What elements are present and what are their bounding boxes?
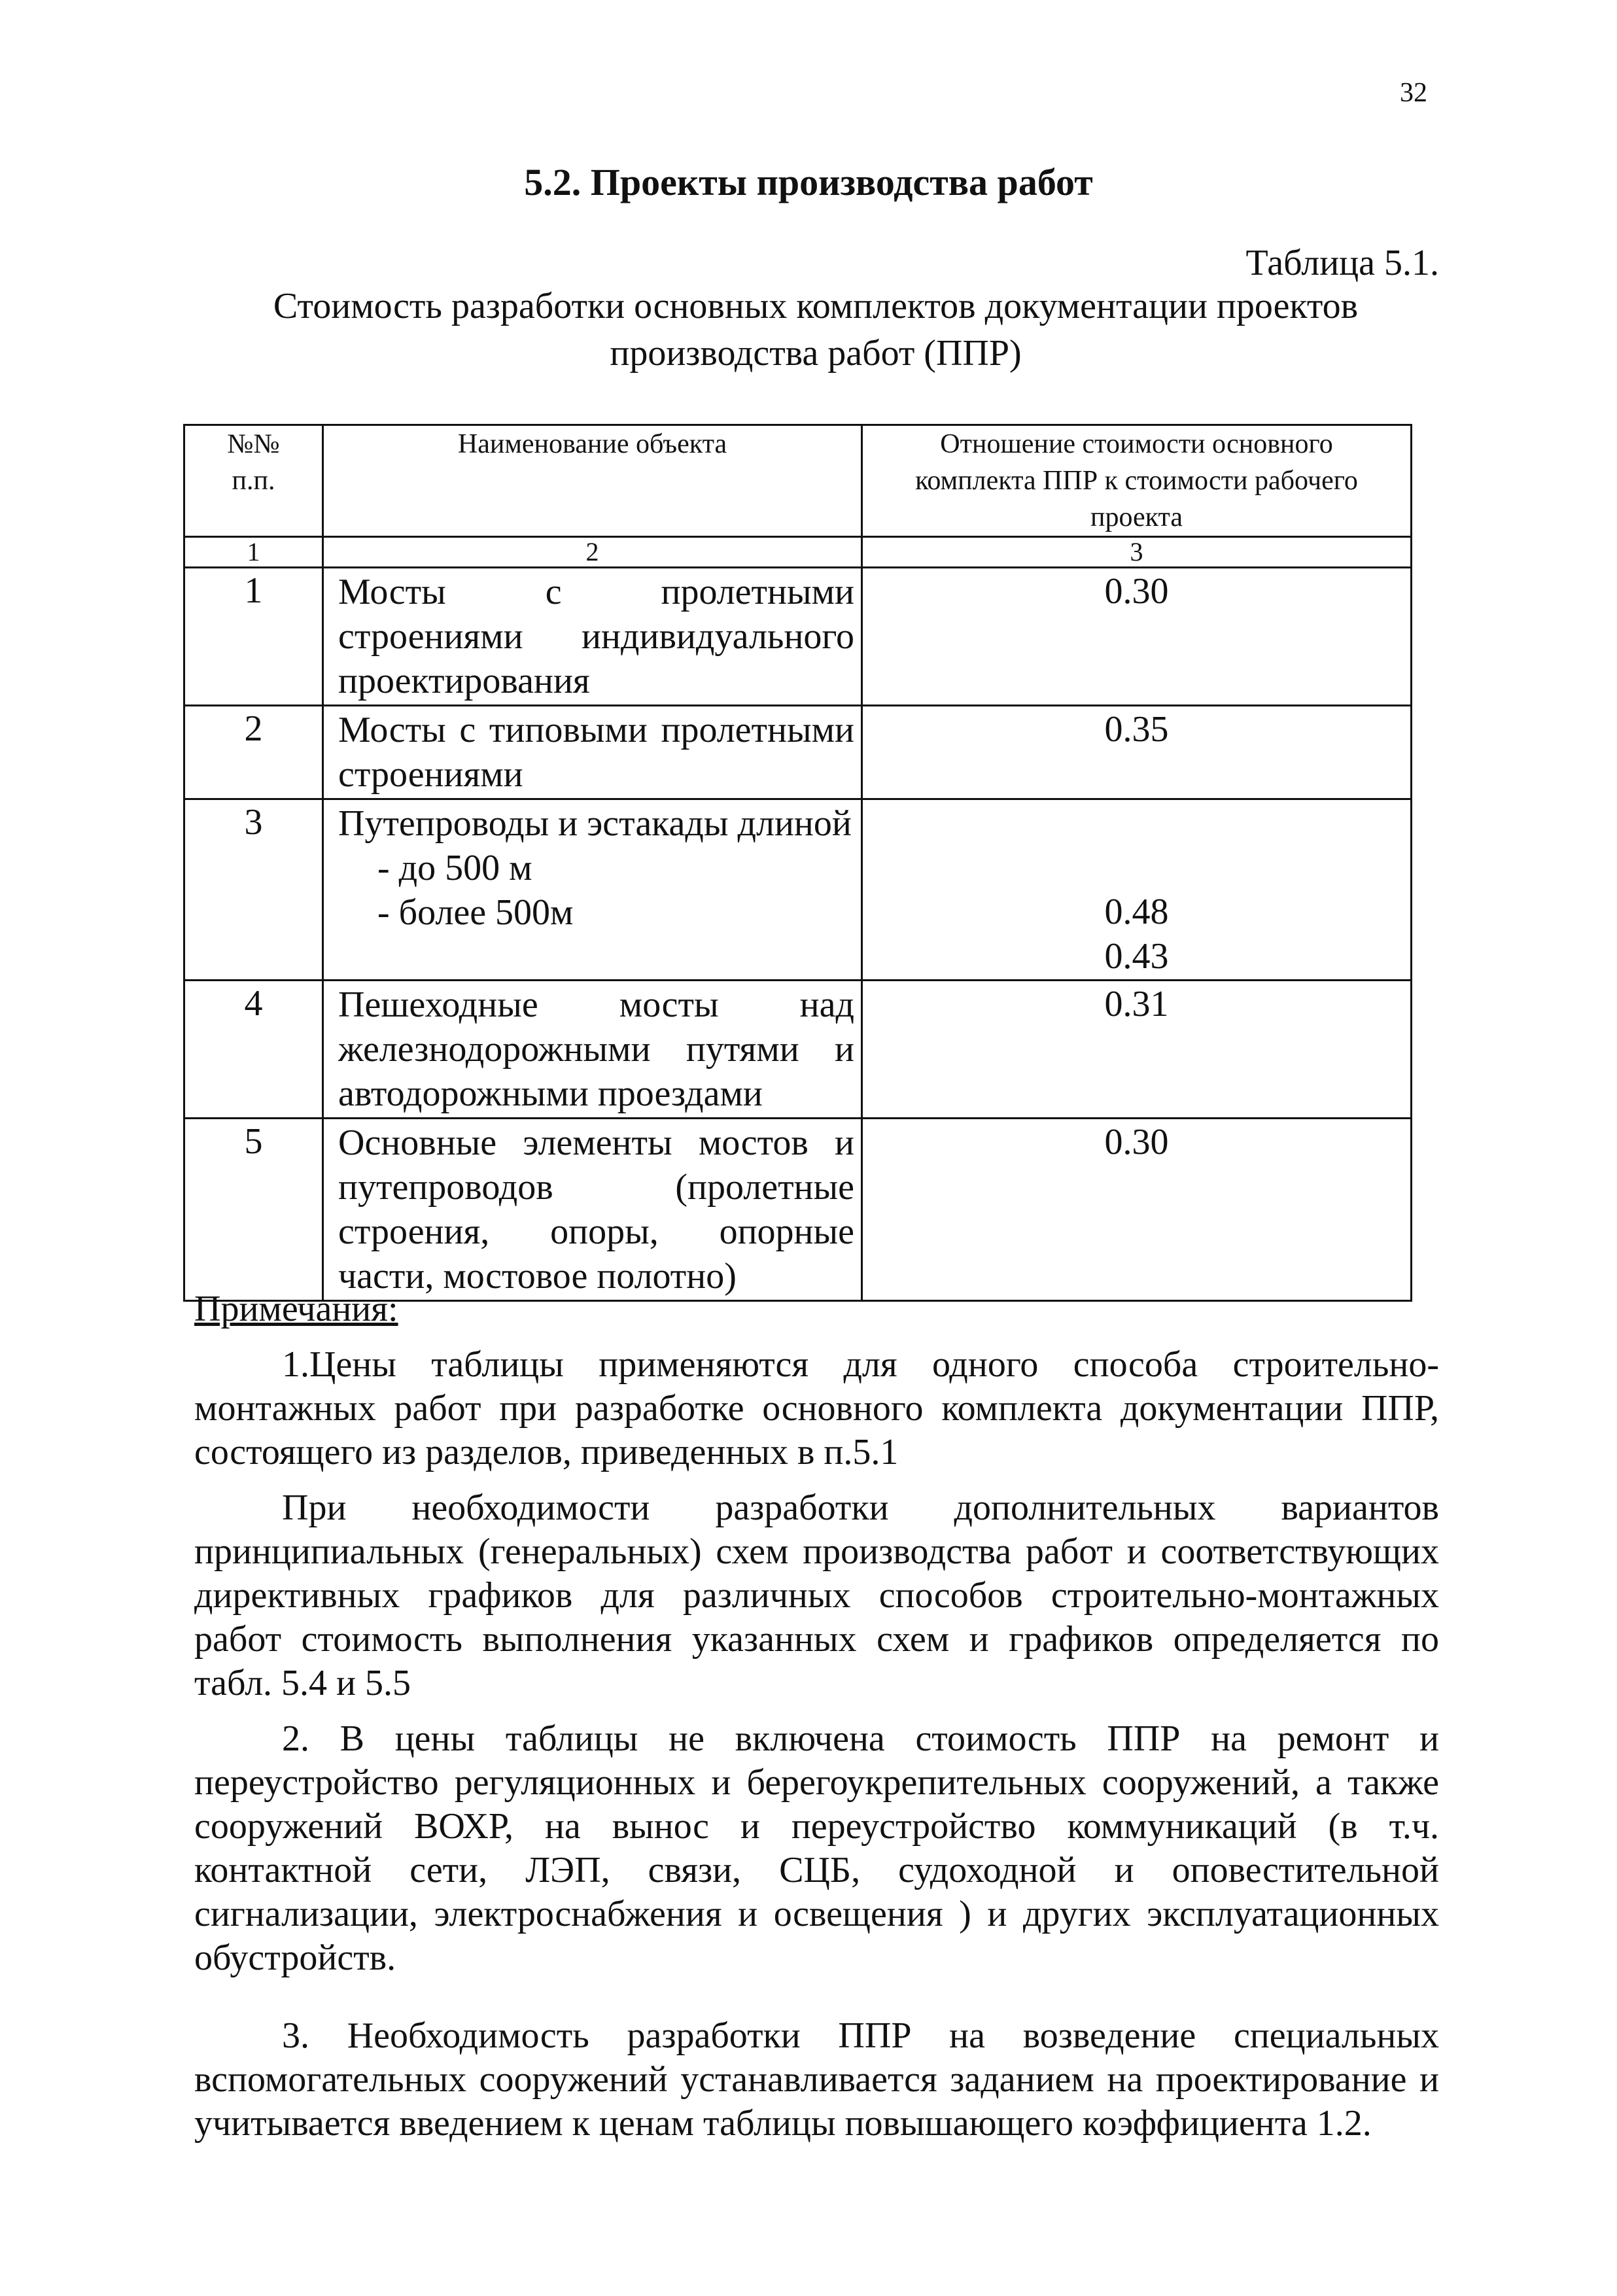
row-value-group [862, 799, 1412, 981]
table-row [184, 568, 1412, 706]
row-name: Мосты с пролетными строениями индивидуального проектирования [323, 568, 862, 706]
table-row [184, 799, 1412, 981]
row-number: 5 [184, 1119, 323, 1301]
row-value [863, 801, 1410, 845]
column-number: 2 [323, 537, 862, 568]
page-number: 32 [1400, 78, 1427, 108]
table-row [184, 981, 1412, 1119]
row-name: Пешеходные мосты над железнодорожными путями и автодорожными проездами [323, 981, 862, 1119]
row-name: Путепроводы и эстакады длиной [338, 803, 852, 844]
row-name-group [323, 799, 862, 981]
section-title: 5.2. Проекты производства работ [524, 161, 1093, 203]
note-paragraph: 1.Цены таблицы применяются для одного способа строительно-монтажных работ при разработке основного комплекта документации ППР, состоящего из разделов, приведенных в п.5.1 [194, 1344, 1439, 1472]
header-no: №№ п.п. [184, 425, 323, 537]
row-number: 2 [184, 706, 323, 799]
table-row [184, 706, 1412, 799]
header-name: Наименование объекта [323, 425, 862, 537]
row-number: 1 [184, 568, 323, 706]
row-value: 0.30 [862, 568, 1412, 706]
column-number: 1 [184, 537, 323, 568]
row-number: 3 [184, 799, 323, 981]
column-number-row [184, 537, 1412, 568]
table-caption: Стоимость разработки основных комплектов документации проектов производства работ (ППР) [273, 286, 1359, 374]
row-value: 0.35 [862, 706, 1412, 799]
row-sub-value: 0.43 [1104, 936, 1169, 977]
row-sub-value: 0.48 [1104, 892, 1169, 932]
row-name: Мосты с типовыми пролетными строениями [323, 706, 862, 799]
table-row [184, 1119, 1412, 1301]
row-name: Основные элементы мостов и путепроводов (пролетные строения, опоры, опорные части, мостовое полотно) [323, 1119, 862, 1301]
table-header-row [184, 425, 1412, 537]
note-paragraph: При необходимости разработки дополнительных вариантов принципиальных (генеральных) схем производства работ и соответствующих директивных графиков для различных способов строительно-монтажных работ стоимость выполнения указанных схем и графиков определяется по табл. 5.4 и 5.5 [194, 1487, 1439, 1703]
note-paragraph: 2. В цены таблицы не включена стоимость ППР на ремонт и переустройство регуляционных и берегоукрепительных сооружений, а также сооружений ВОХР, на вынос и переустройство коммуникаций (в т.ч. контактной сети, ЛЭП, связи, СЦБ, судоходной и оповестительной сигнализации, электроснабжения и освещения ) и других эксплуатационных обустройств. [194, 1718, 1439, 1978]
table-label: Таблица 5.1. [1245, 243, 1439, 283]
row-number: 4 [184, 981, 323, 1119]
notes-title: Примечания: [194, 1289, 398, 1329]
cost-table [183, 424, 1412, 1302]
header-ratio: Отношение стоимости основного комплекта ППР к стоимости рабочего проекта [862, 425, 1412, 537]
row-value: 0.30 [862, 1119, 1412, 1301]
notes-section [194, 1287, 1439, 2146]
row-sub-label: - до 500 м [377, 848, 532, 888]
row-value: 0.31 [862, 981, 1412, 1119]
note-paragraph: 3. Необходимость разработки ППР на возведение специальных вспомогательных сооружений устанавливается заданием на проектирование и учитывается введением к ценам таблицы повышающего коэффициента 1.2. [194, 2015, 1439, 2144]
row-sub-label: - более 500м [377, 892, 574, 933]
column-number: 3 [862, 537, 1412, 568]
